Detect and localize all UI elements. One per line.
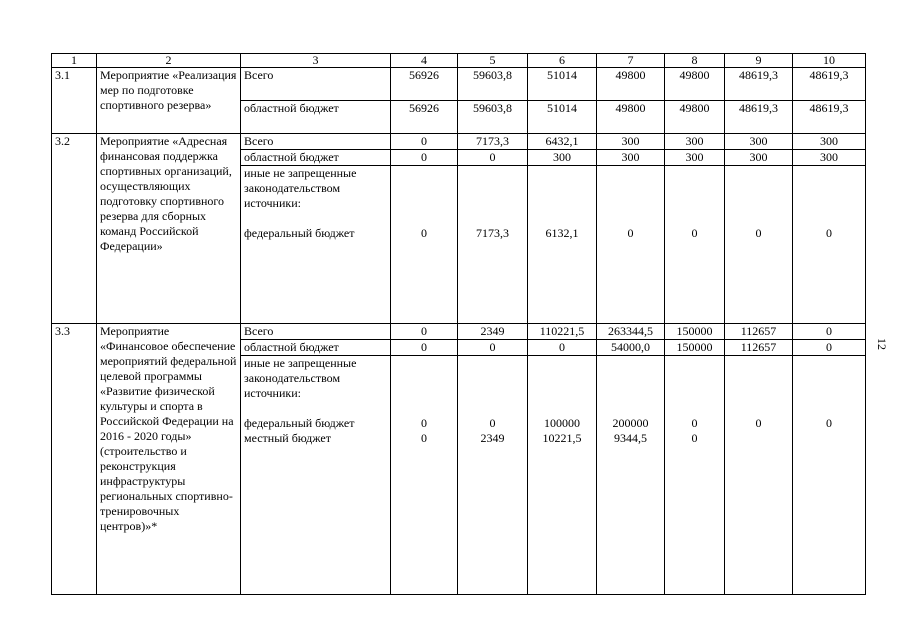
value-cell: 0 2349: [458, 356, 528, 595]
funding-source: областной бюджет: [241, 340, 391, 356]
table-row: [52, 68, 866, 101]
value-cell: 112657: [725, 324, 793, 340]
value-cell: 0: [391, 340, 458, 356]
value-cell: 51014: [528, 68, 597, 101]
table-row: [52, 134, 866, 150]
value-cell: 0: [793, 324, 866, 340]
value-cell: 51014: [528, 101, 597, 134]
value-cell: 0: [665, 166, 725, 324]
federal-budget-label: федеральный бюджет: [244, 226, 355, 240]
funding-source: областной бюджет: [241, 150, 391, 166]
funding-source: Всего: [241, 324, 391, 340]
value-cell: 49800: [597, 101, 665, 134]
value-cell: 49800: [597, 68, 665, 101]
value-cell: 0: [528, 340, 597, 356]
value-cell: 150000: [665, 340, 725, 356]
value-cell: 49800: [665, 101, 725, 134]
column-number: 8: [665, 54, 725, 68]
value-cell: 7173,3: [458, 134, 528, 150]
value-cell: 0: [597, 166, 665, 324]
value-cell: 0: [391, 134, 458, 150]
column-number: 3: [241, 54, 391, 68]
column-number: 9: [725, 54, 793, 68]
column-number: 6: [528, 54, 597, 68]
value-cell: 300: [665, 134, 725, 150]
value-cell: 0: [793, 166, 866, 324]
value-cell: 100000 10221,5: [528, 356, 597, 595]
value-cell: 0: [391, 166, 458, 324]
column-number: 10: [793, 54, 866, 68]
value-cell: 59603,8: [458, 101, 528, 134]
federal-budget-label: федеральный бюджет: [244, 416, 355, 430]
value-cell: 56926: [391, 101, 458, 134]
funding-source: Всего: [241, 134, 391, 150]
column-number: 4: [391, 54, 458, 68]
value-cell: 56926: [391, 68, 458, 101]
value-cell: 300: [597, 150, 665, 166]
value-cell: 0: [793, 356, 866, 595]
value-cell: 59603,8: [458, 68, 528, 101]
funding-source: [241, 356, 391, 595]
table-row: [52, 324, 866, 340]
value-cell: 0 0: [665, 356, 725, 595]
measure-name: Мероприятие «Адресная финансовая поддержка спортивных организаций, осуществляющих подготовку спортивного резерва для сборных команд Российской Федерации»: [97, 134, 241, 324]
other-sources-heading: иные не запрещенные законодательством источники:: [244, 166, 357, 210]
value-cell: 0: [458, 150, 528, 166]
value-cell: 300: [665, 150, 725, 166]
value-cell: 300: [597, 134, 665, 150]
value-cell: 48619,3: [725, 101, 793, 134]
value-cell: 0: [458, 340, 528, 356]
value-cell: 110221,5: [528, 324, 597, 340]
value-cell: 200000 9344,5: [597, 356, 665, 595]
row-number: 3.3: [52, 324, 97, 595]
value-cell: 0: [793, 340, 866, 356]
value-cell: 300: [793, 150, 866, 166]
value-cell: 54000,0: [597, 340, 665, 356]
value-cell: 49800: [665, 68, 725, 101]
value-cell: 300: [793, 134, 866, 150]
value-cell: 48619,3: [725, 68, 793, 101]
value-cell: 6432,1: [528, 134, 597, 150]
value-cell: 112657: [725, 340, 793, 356]
measure-name: Мероприятие «Реализация мер по подготовке спортивного резерва»: [97, 68, 241, 134]
value-cell: 150000: [665, 324, 725, 340]
value-cell: 7173,3: [458, 166, 528, 324]
column-number-row: [52, 54, 866, 68]
value-cell: 0: [725, 166, 793, 324]
value-cell: 300: [725, 150, 793, 166]
column-number: 7: [597, 54, 665, 68]
value-cell: 300: [725, 134, 793, 150]
column-number: 1: [52, 54, 97, 68]
funding-source: областной бюджет: [241, 101, 391, 134]
budget-table: [51, 53, 866, 595]
page-number: 12: [875, 338, 889, 350]
value-cell: 300: [528, 150, 597, 166]
other-sources-heading: иные не запрещенные законодательством источники:: [244, 356, 357, 400]
value-cell: 2349: [458, 324, 528, 340]
value-cell: 0: [391, 324, 458, 340]
value-cell: 48619,3: [793, 101, 866, 134]
value-cell: 0 0: [391, 356, 458, 595]
value-cell: 0: [391, 150, 458, 166]
column-number: 5: [458, 54, 528, 68]
value-cell: 0: [725, 356, 793, 595]
row-number: 3.2: [52, 134, 97, 324]
measure-name: Мероприятие «Финансовое обеспечение мероприятий федеральной целевой программы «Развитие физической культуры и спорта в Российской Федерации на 2016 - 2020 годы» (строительство и реконструкция инфраструктуры региональных спортивно-тренировочных центров)»*: [97, 324, 241, 595]
row-number: 3.1: [52, 68, 97, 134]
local-budget-label: местный бюджет: [244, 431, 331, 445]
funding-source: Всего: [241, 68, 391, 101]
column-number: 2: [97, 54, 241, 68]
value-cell: 6132,1: [528, 166, 597, 324]
value-cell: 263344,5: [597, 324, 665, 340]
value-cell: 48619,3: [793, 68, 866, 101]
funding-source: [241, 166, 391, 324]
